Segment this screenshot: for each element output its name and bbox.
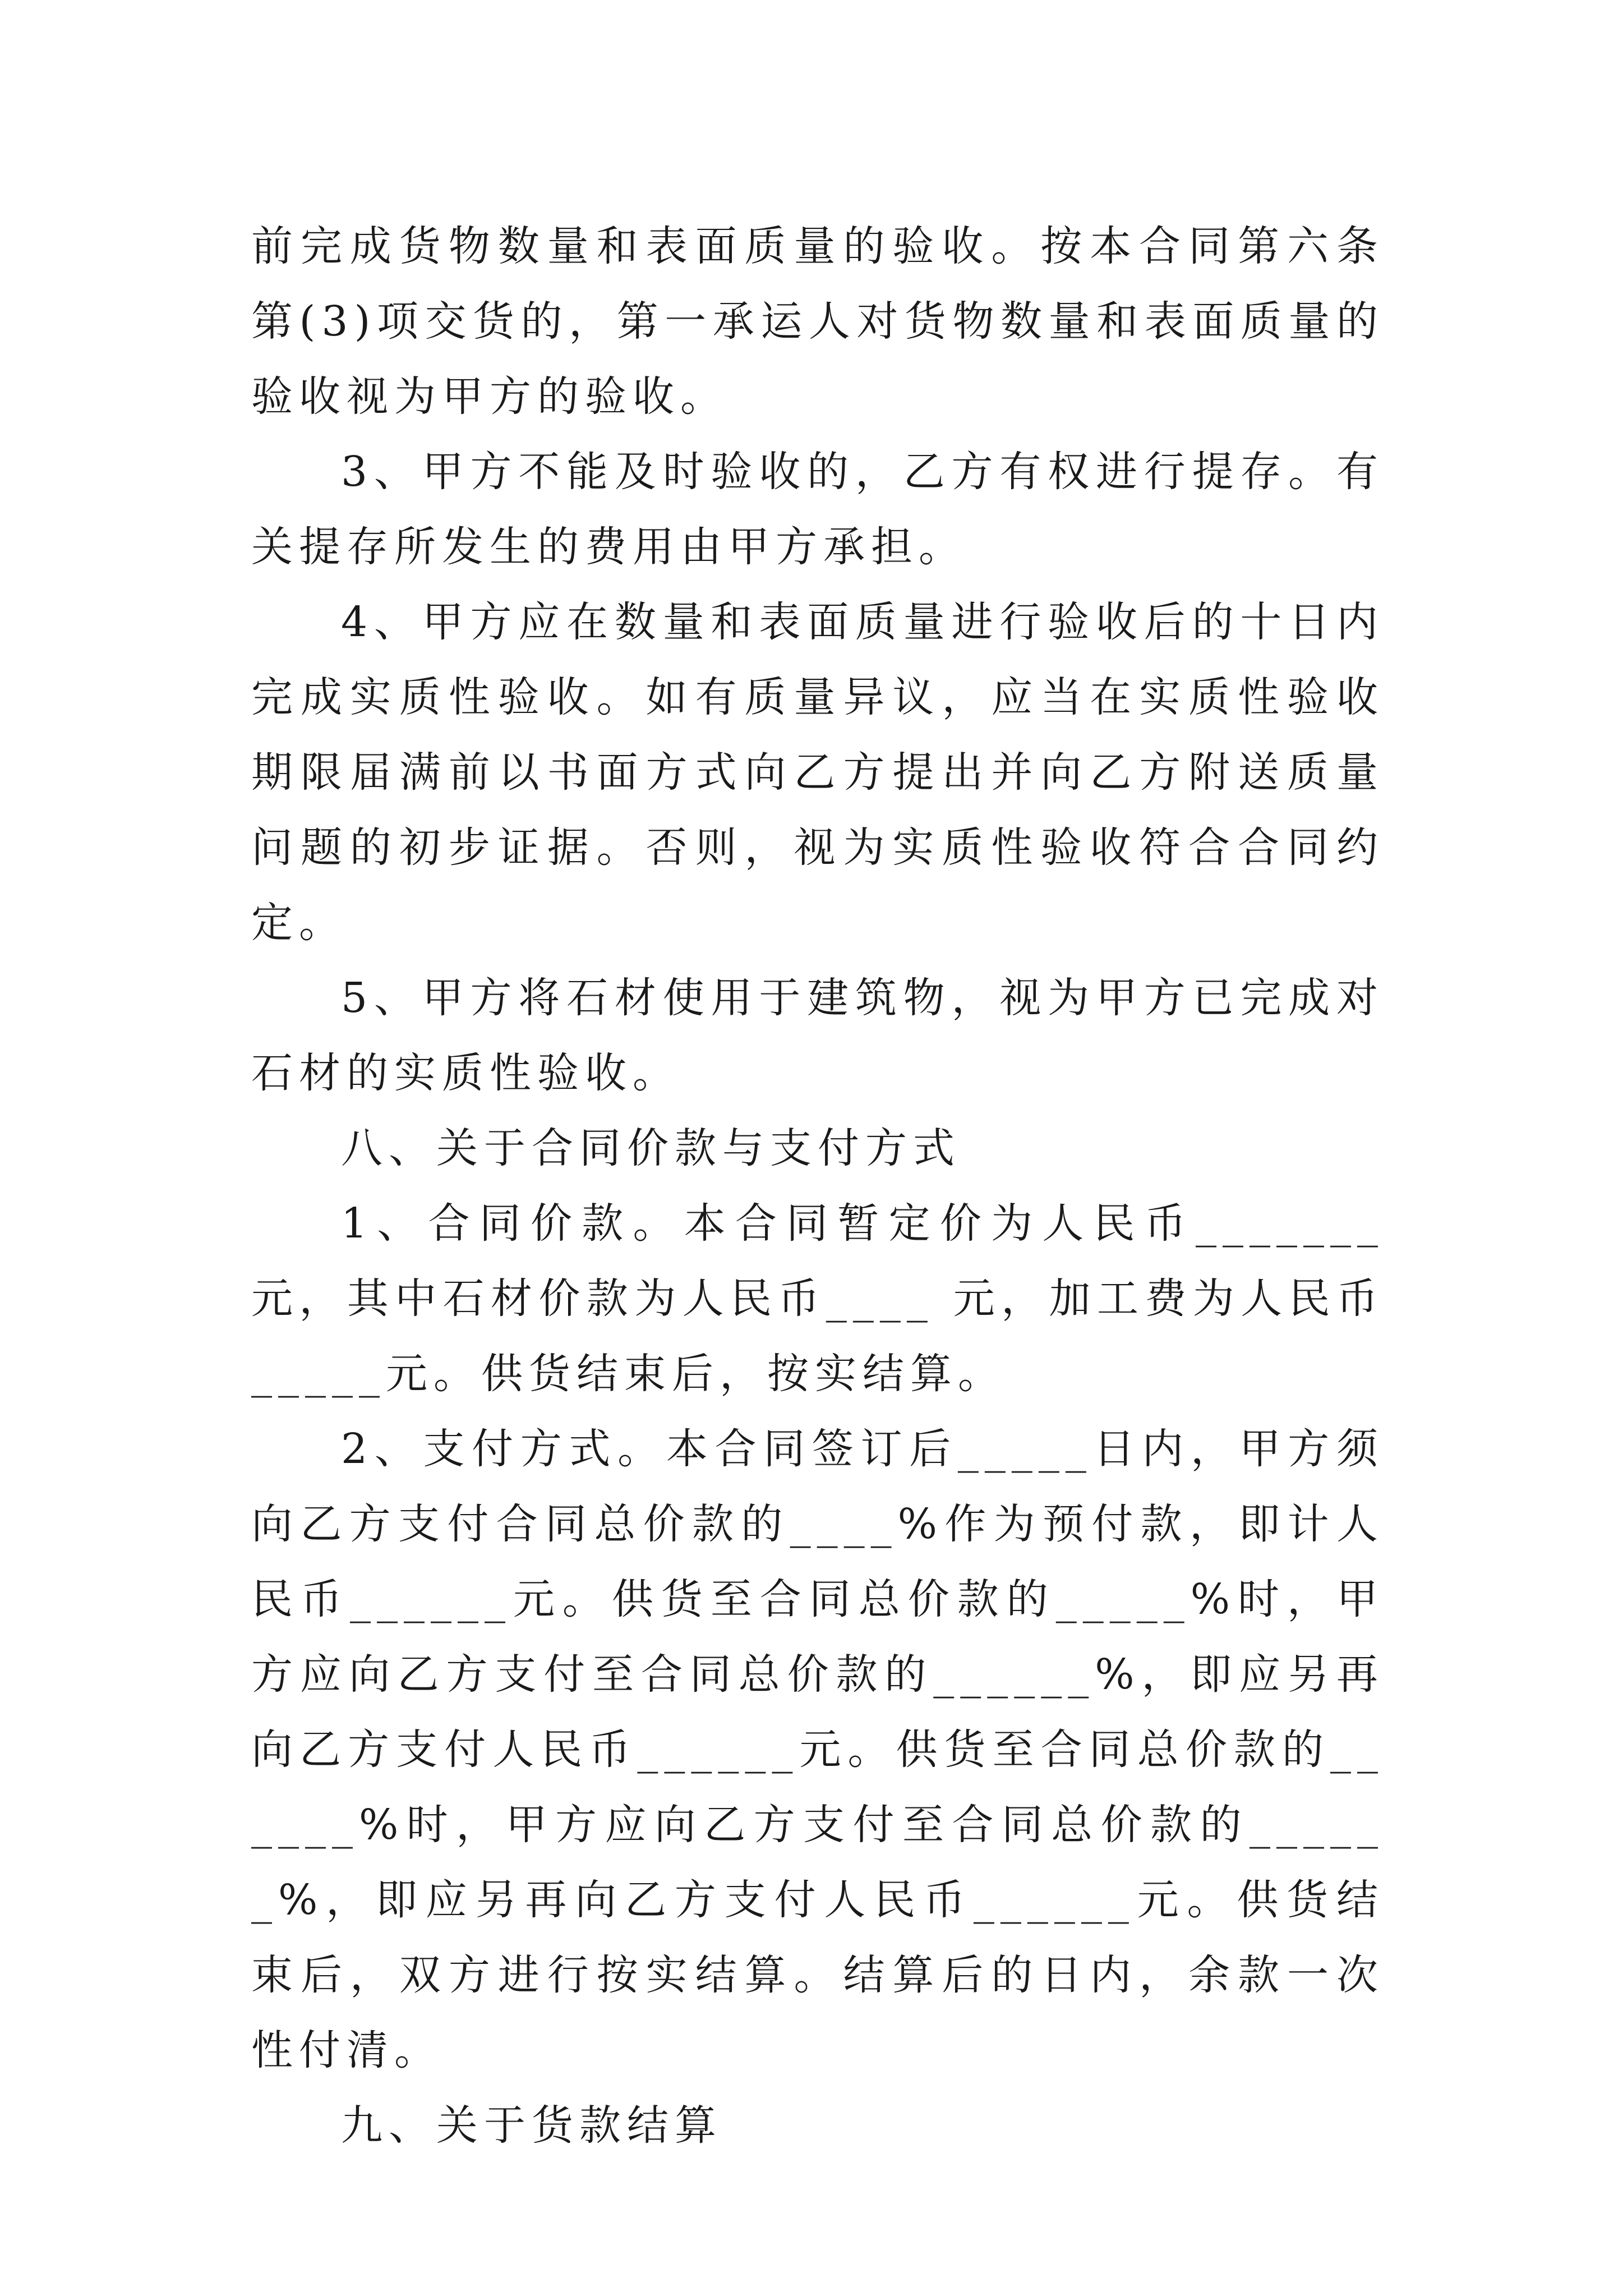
- paragraph-acceptance-continued: 前完成货物数量和表面质量的验收。按本合同第六条第(3)项交货的，第一承运人对货物数量和表面质量的验收视为甲方的验收。: [251, 222, 1384, 421]
- paragraph-clause-4: 4、甲方应在数量和表面质量进行验收后的十日内完成实质性验收。如有质量异议，应当在实质性验收期限届满前以书面方式向乙方提出并向乙方附送质量问题的初步证据。否则，视为实质性验收符合合同约定。: [251, 598, 1384, 947]
- document-body: [251, 209, 1384, 2163]
- section-heading-settlement: 九、关于货款结算: [341, 2101, 722, 2150]
- paragraph-clause-5: 5、甲方将石材使用于建筑物，视为甲方已完成对石材的实质性验收。: [251, 974, 1384, 1097]
- paragraph-contract-price: 1、合同价款。本合同暂定价为人民币_______元，其中石材价款为人民币____ 元，加工费为人民币_____元。供货结束后，按实结算。: [251, 1199, 1384, 1398]
- section-heading-price-payment: 八、关于合同价款与支付方式: [341, 1124, 961, 1172]
- paragraph-payment-method: 2、支付方式。本合同签订后_____日内，甲方须向乙方支付合同总价款的____%作为预付款，即计人民币______元。供货至合同总价款的_____%时，甲方应向乙方支付至合同总价款的______%，即应另再向乙方支付人民币______元。供货至合同总价款的______%时，甲方应向乙方支付至合同总价款的______%，即应另再向乙方支付人民币______元。供货结束后，双方进行按实结算。结算后的日内，余款一次性付清。: [251, 1425, 1384, 2074]
- paragraph-clause-3: 3、甲方不能及时验收的，乙方有权进行提存。有关提存所发生的费用由甲方承担。: [251, 448, 1384, 571]
